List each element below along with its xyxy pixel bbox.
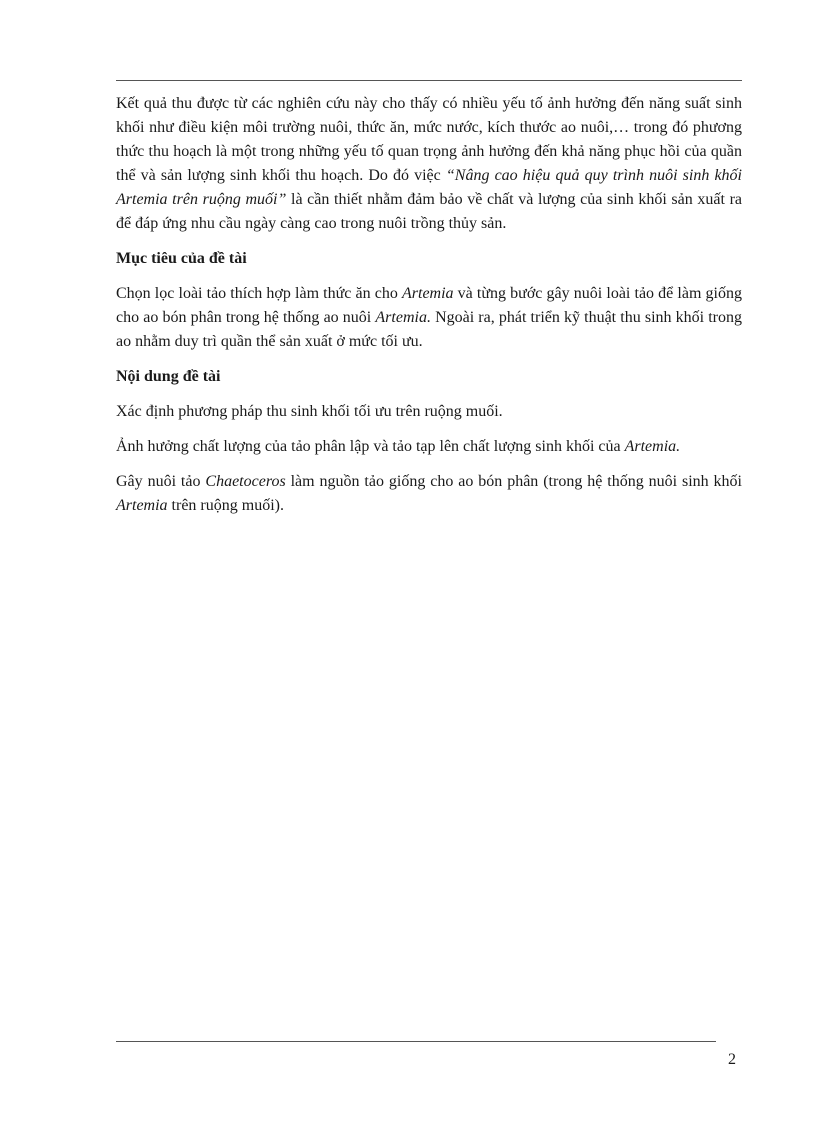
text-run: và từng bước gây nuôi loài tảo để làm giống cho ao bón phân trong hệ thống ao nuôi [116,285,743,326]
project-title-quote: “Nâng cao hiệu quả quy trình nuôi sinh khối Artemia trên ruộng muối” [116,167,742,208]
text-run: Ngoài ra, phát triển kỹ thuật thu sinh khối trong ao nhằm duy trì quần thể sản xuất ở mức tối ưu. [116,309,743,350]
text-run: làm nguồn tảo giống cho ao bón phân (trong hệ thống nuôi sinh khối [285,473,743,490]
text-run: Kết quả thu được từ các nghiên cứu này cho thấy có nhiều yếu tố ảnh hưởng đến năng suất sinh khối như điều kiện môi trường nuôi, thức ăn, mức nước, kích thước ao nuôi,… trong đó phương thức thu hoạch là một trong những yếu tố quan trọng ảnh hưởng đến khả năng phục hồi của quần thể và sản lượng sinh khối thu hoạch. Do đó việc [116,95,742,184]
content-item-2 [116,435,742,459]
content-item-1: Xác định phương pháp thu sinh khối tối ưu trên ruộng muối. [116,403,503,420]
text-run: là cần thiết nhằm đảm bảo về chất và lượng của sinh khối sản xuất ra để đáp ứng nhu cầu ngày càng cao trong nuôi trồng thủy sản. [116,191,742,232]
content-item-3 [116,470,742,518]
heading-objective: Mục tiêu của đề tài [116,250,247,267]
document-body [116,92,742,529]
species-name: Artemia [116,497,168,514]
species-name: Artemia. [375,309,431,326]
text-run: Gây nuôi tảo [116,473,206,490]
header-rule [116,80,742,81]
text-run: Ảnh hưởng chất lượng của tảo phân lập và tảo tạp lên chất lượng sinh khối của [116,438,625,455]
paragraph-results [116,92,742,236]
page-number: 2 [728,1051,736,1068]
paragraph-objective [116,282,742,354]
species-name: Artemia. [624,438,681,455]
text-run: trên ruộng muối). [167,497,284,514]
heading-content: Nội dung đề tài [116,368,221,385]
text-run: Chọn lọc loài tảo thích hợp làm thức ăn cho [116,285,402,302]
species-name: Chaetoceros [205,473,286,490]
species-name: Artemia [402,285,454,302]
footer-rule [116,1041,716,1042]
